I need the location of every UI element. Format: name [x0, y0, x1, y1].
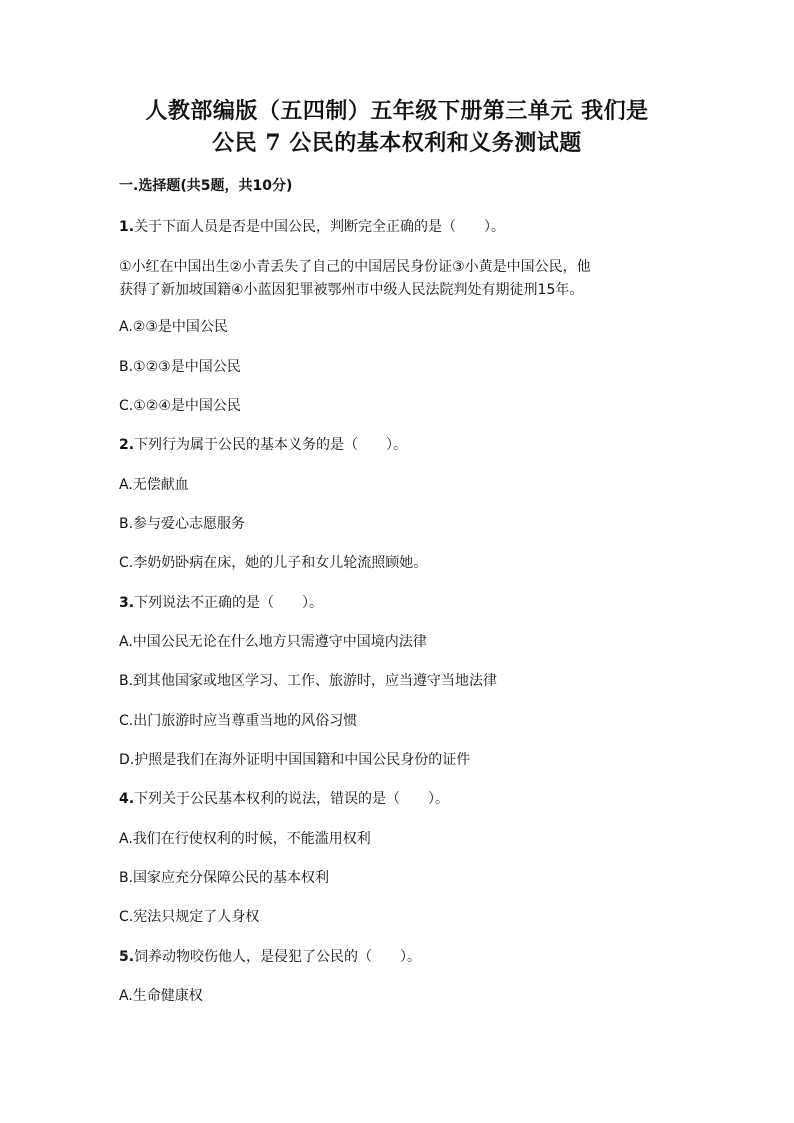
question-text: 关于下面人员是否是中国公民，判断完全正确的是（ ）。 [134, 219, 506, 235]
question-2 [119, 435, 407, 455]
question-1-option-c: C.①②④是中国公民 [119, 398, 241, 414]
question-text: 下列行为属于公民的基本义务的是（ ）。 [134, 437, 408, 453]
question-5 [119, 947, 421, 967]
question-2-option-b: B.参与爱心志愿服务 [119, 516, 246, 532]
document-title-line-2: 公民 7 公民的基本权利和义务测试题 [212, 130, 582, 156]
question-3-option-c: C.出门旅游时应当尊重当地的风俗习惯 [119, 713, 358, 729]
question-number: 2. [119, 437, 135, 453]
question-4-option-a: A.我们在行使权利的时候，不能滥用权利 [119, 831, 371, 847]
question-2-option-a: A.无偿献血 [119, 477, 189, 493]
question-4 [119, 789, 449, 809]
question-number: 3. [119, 595, 135, 611]
question-number: 5. [119, 949, 135, 965]
question-4-option-b: B.国家应充分保障公民的基本权利 [119, 870, 330, 886]
question-3-option-b: B.到其他国家或地区学习、工作、旅游时，应当遵守当地法律 [119, 673, 498, 689]
question-1-stem-line-1: ①小红在中国出生②小青丢失了自己的中国居民身份证③小黄是中国公民，他 [119, 259, 591, 275]
question-4-option-c: C.宪法只规定了人身权 [119, 909, 260, 925]
question-1-option-b: B.①②③是中国公民 [119, 359, 241, 375]
question-1-option-a: A.②③是中国公民 [119, 319, 228, 335]
question-number: 1. [119, 219, 135, 235]
question-2-option-c: C.李奶奶卧病在床，她的儿子和女儿轮流照顾她。 [119, 555, 428, 571]
question-text: 饲养动物咬伤他人，是侵犯了公民的（ ）。 [134, 949, 422, 965]
question-1 [119, 217, 505, 237]
question-text: 下列关于公民基本权利的说法，错误的是（ ）。 [134, 791, 450, 807]
document-title-line-1: 人教部编版（五四制）五年级下册第三单元 我们是 [145, 98, 649, 124]
question-1-stem-line-2: 获得了新加坡国籍④小蓝因犯罪被鄂州市中级人民法院判处有期徒刑15年。 [119, 282, 584, 298]
question-text: 下列说法不正确的是（ ）。 [134, 595, 324, 611]
question-3-option-a: A.中国公民无论在什么地方只需遵守中国境内法律 [119, 634, 427, 650]
question-3 [119, 593, 323, 613]
section-heading: 一.选择题(共5题，共10分) [119, 178, 293, 194]
question-number: 4. [119, 791, 135, 807]
question-5-option-a: A.生命健康权 [119, 988, 203, 1004]
question-3-option-d: D.护照是我们在海外证明中国国籍和中国公民身份的证件 [119, 752, 471, 768]
